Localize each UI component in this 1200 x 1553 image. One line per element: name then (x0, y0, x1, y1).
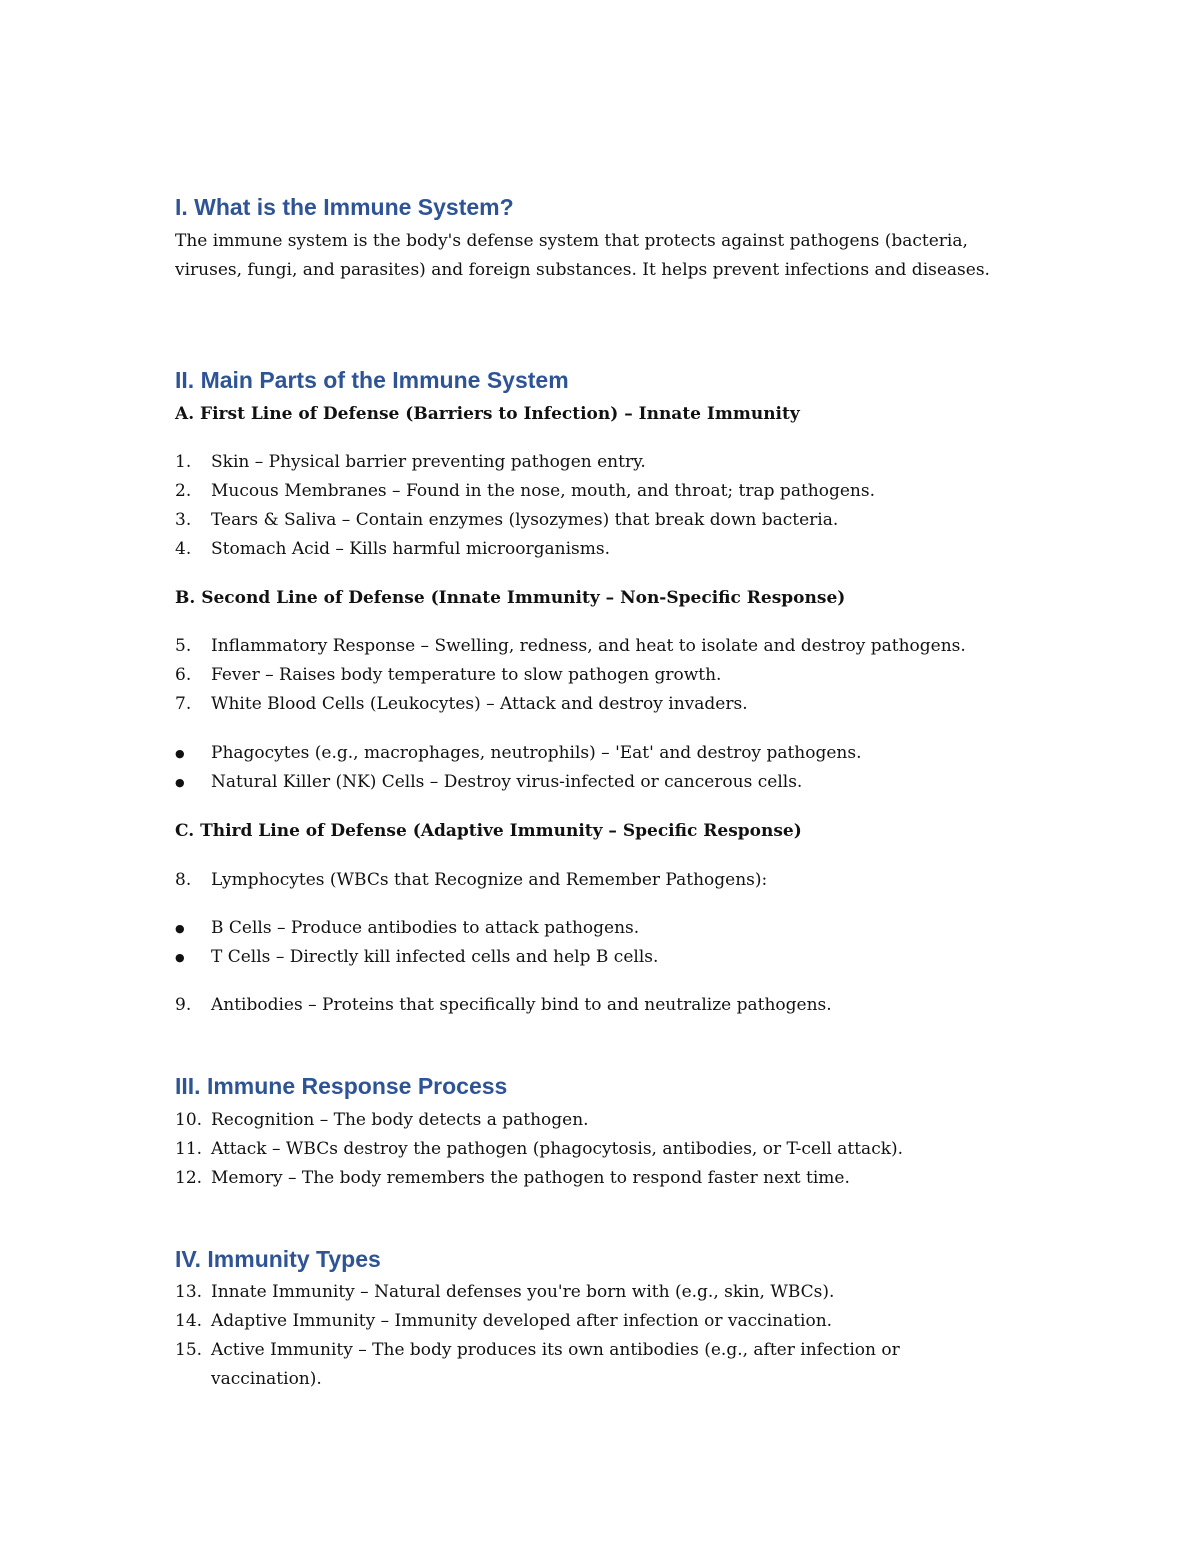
list-item-text: Tears & Saliva – Contain enzymes (lysozymes) that break down bacteria. (211, 510, 839, 530)
list-marker: 11. (175, 1139, 203, 1159)
bullet-item-text: Phagocytes (e.g., macrophages, neutrophils) – 'Eat' and destroy pathogens. (211, 743, 862, 763)
list-item-text: Inflammatory Response – Swelling, redness, and heat to isolate and destroy pathogens. (211, 636, 966, 656)
section-number: III. (175, 1073, 201, 1099)
section-title: What is the Immune System? (194, 194, 514, 220)
list-marker: 4. (175, 539, 192, 559)
list-item-text: Innate Immunity – Natural defenses you're born with (e.g., skin, WBCs). (211, 1282, 835, 1302)
list-item-text: Antibodies – Proteins that specifically bind to and neutralize pathogens. (211, 995, 832, 1015)
section-heading-3 (175, 1071, 507, 1101)
list-item-text: Mucous Membranes – Found in the nose, mouth, and throat; trap pathogens. (211, 481, 875, 501)
list-marker: 1. (175, 452, 192, 472)
list-marker: 15. (175, 1340, 203, 1360)
list-item-text: Stomach Acid – Kills harmful microorganisms. (211, 539, 610, 559)
list-item-text: Attack – WBCs destroy the pathogen (phagocytosis, antibodies, or T-cell attack). (211, 1139, 904, 1159)
bullet-item-text: T Cells – Directly kill infected cells and help B cells. (211, 947, 659, 967)
list-item-text: Recognition – The body detects a pathogen. (211, 1110, 589, 1130)
subsection-heading-b: B. Second Line of Defense (Innate Immunity – Non-Specific Response) (175, 588, 846, 608)
section-title: Main Parts of the Immune System (200, 367, 569, 393)
list-item-text: Skin – Physical barrier preventing pathogen entry. (211, 452, 646, 472)
list-marker: 13. (175, 1282, 203, 1302)
list-marker: 6. (175, 665, 192, 685)
bullet-icon: ● (175, 776, 185, 789)
list-marker: 5. (175, 636, 192, 656)
section-title: Immune Response Process (206, 1073, 508, 1099)
section-number: I. (175, 194, 188, 220)
list-marker: 10. (175, 1110, 203, 1130)
section-heading-1 (175, 192, 514, 222)
bullet-icon: ● (175, 951, 185, 964)
section-number: IV. (175, 1246, 202, 1272)
list-marker: 2. (175, 481, 192, 501)
list-marker: 3. (175, 510, 192, 530)
subsection-heading-a: A. First Line of Defense (Barriers to Infection) – Innate Immunity (175, 404, 800, 424)
list-marker: 14. (175, 1311, 203, 1331)
list-item-text: Memory – The body remembers the pathogen to respond faster next time. (211, 1168, 850, 1188)
bullet-icon: ● (175, 747, 185, 760)
list-item-text: White Blood Cells (Leukocytes) – Attack and destroy invaders. (211, 694, 748, 714)
list-marker: 12. (175, 1168, 203, 1188)
bullet-item-text: B Cells – Produce antibodies to attack pathogens. (211, 918, 640, 938)
subsection-heading-c: C. Third Line of Defense (Adaptive Immunity – Specific Response) (175, 821, 802, 841)
bullet-item-text: Natural Killer (NK) Cells – Destroy virus-infected or cancerous cells. (211, 772, 803, 792)
list-marker: 9. (175, 995, 192, 1015)
intro-paragraph: The immune system is the body's defense system that protects against pathogens (bacteria, viruses, fungi, and parasites) and foreign substances. It helps prevent infections and diseases. (175, 231, 990, 280)
bullet-icon: ● (175, 922, 185, 935)
list-item-text: Active Immunity – The body produces its own antibodies (e.g., after infection or vaccination). (211, 1340, 900, 1389)
list-item-text: Fever – Raises body temperature to slow pathogen growth. (211, 665, 722, 685)
section-heading-4 (175, 1244, 381, 1274)
list-item-text: Adaptive Immunity – Immunity developed after infection or vaccination. (211, 1311, 833, 1331)
list-marker: 7. (175, 694, 192, 714)
section-number: II. (175, 367, 195, 393)
section-title: Immunity Types (207, 1246, 381, 1272)
section-heading-2 (175, 365, 569, 395)
list-item-text: Lymphocytes (WBCs that Recognize and Remember Pathogens): (211, 870, 768, 890)
list-marker: 8. (175, 870, 192, 890)
